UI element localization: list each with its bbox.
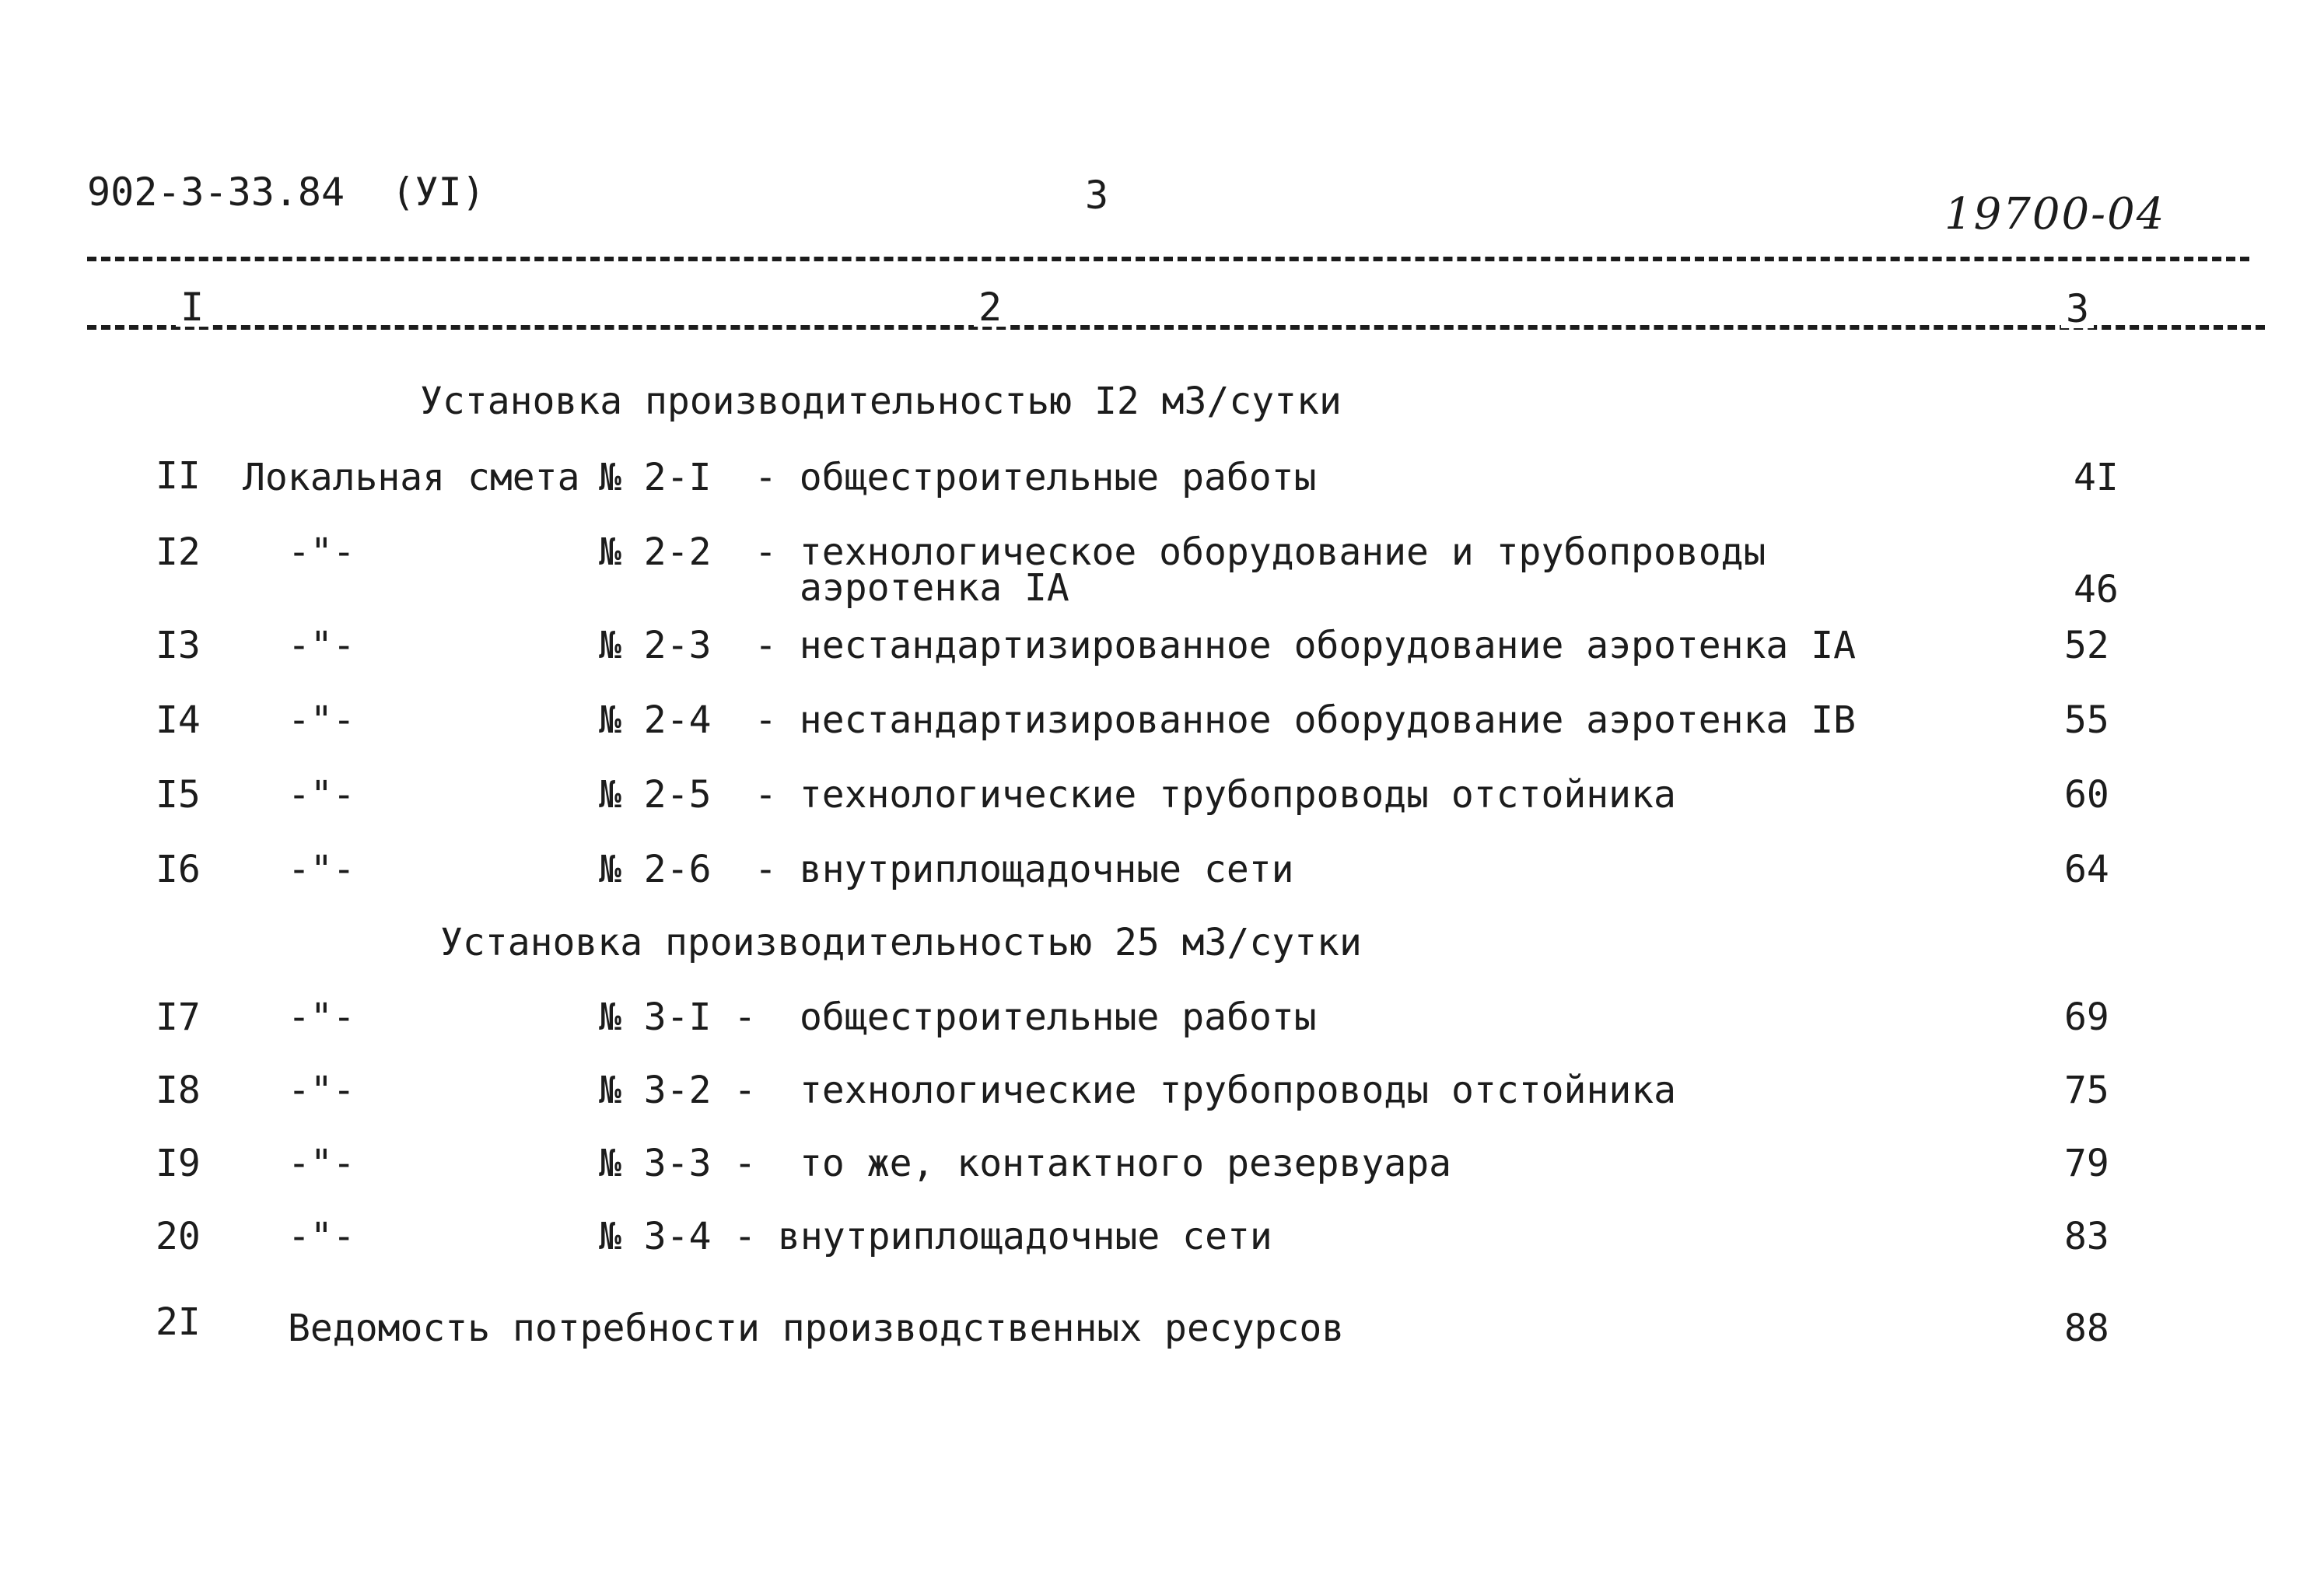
column-number-2: 2 [974, 288, 1006, 327]
estimate-description: - общестроительные работы [754, 456, 1317, 499]
document-code: 902-3-33.84 (УI) [87, 170, 485, 215]
header-divider [87, 257, 2249, 261]
section-title: Установка производительностью 25 м3/сутки [440, 921, 1362, 964]
page-number: 3 [1085, 173, 1109, 218]
estimate-ref: № 2-6 [599, 848, 712, 891]
estimate-name: -"- [288, 995, 355, 1039]
estimate-description: внутриплощадочные сети [778, 1215, 1272, 1258]
estimate-description: технологические трубопроводы отстойника [800, 1069, 1677, 1112]
item-number: I8 [156, 1069, 201, 1112]
item-number: I6 [156, 848, 201, 891]
estimate-name: -"- [288, 773, 355, 817]
item-number: II [156, 454, 201, 498]
item-number: I2 [156, 530, 201, 574]
page-ref: 75 [2064, 1069, 2109, 1112]
page-ref: 4I [2074, 456, 2119, 499]
estimate-name: -"- [288, 624, 355, 667]
estimate-ref: № 3-2 - [599, 1069, 757, 1112]
estimate-description: - технологическое оборудование и трубопроводы [754, 530, 1766, 574]
estimate-ref: № 3-4 - [599, 1215, 757, 1258]
archive-stamp-number: 19700-04 [1944, 189, 2166, 240]
page-ref: 79 [2064, 1142, 2109, 1185]
page-ref: 64 [2064, 848, 2109, 891]
page-ref: 46 [2074, 568, 2119, 611]
estimate-ref: № 3-3 - [599, 1142, 757, 1185]
estimate-ref: № 2-4 [599, 698, 712, 742]
column-number-3: 3 [2061, 289, 2094, 328]
estimate-description: общестроительные работы [800, 995, 1317, 1039]
estimate-ref: № 2-2 [599, 530, 712, 574]
page-ref: 60 [2064, 773, 2109, 817]
page-ref: 88 [2064, 1307, 2109, 1350]
page-ref: 55 [2064, 698, 2109, 742]
estimate-name: Локальная смета [243, 456, 580, 499]
resource-statement-title: Ведомость потребности производственных ресурсов [288, 1307, 1345, 1350]
page-ref: 83 [2064, 1215, 2109, 1258]
item-number: I5 [156, 773, 201, 817]
estimate-description-cont: аэротенка IА [800, 566, 1069, 610]
estimate-name: -"- [288, 848, 355, 891]
estimate-ref: № 3-I - [599, 995, 757, 1039]
estimate-description: - технологические трубопроводы отстойника [754, 773, 1676, 817]
estimate-description: то же, контактного резервуара [800, 1142, 1452, 1185]
estimate-ref: № 2-I [599, 456, 712, 499]
item-number: I7 [156, 995, 201, 1039]
column-number-1: I [176, 288, 208, 327]
item-number: 20 [156, 1215, 201, 1258]
item-number: I3 [156, 624, 201, 667]
column-divider [87, 325, 2265, 330]
page-ref: 69 [2064, 995, 2109, 1039]
estimate-ref: № 2-5 [599, 773, 712, 817]
estimate-name: -"- [288, 530, 355, 574]
estimate-name: -"- [288, 1142, 355, 1185]
estimate-ref: № 2-3 [599, 624, 712, 667]
estimate-name: -"- [288, 1069, 355, 1112]
page-ref: 52 [2064, 624, 2109, 667]
section-title: Установка производительностью I2 м3/сутки [420, 380, 1342, 423]
estimate-name: -"- [288, 1215, 355, 1258]
estimate-description: - нестандартизированное оборудование аэротенка IВ [754, 698, 1857, 742]
estimate-name: -"- [288, 698, 355, 742]
estimate-description: - внутриплощадочные сети [754, 848, 1294, 891]
estimate-description: - нестандартизированное оборудование аэротенка IА [754, 624, 1857, 667]
item-number: I9 [156, 1142, 201, 1185]
item-number: I4 [156, 698, 201, 742]
item-number: 2I [156, 1300, 201, 1344]
